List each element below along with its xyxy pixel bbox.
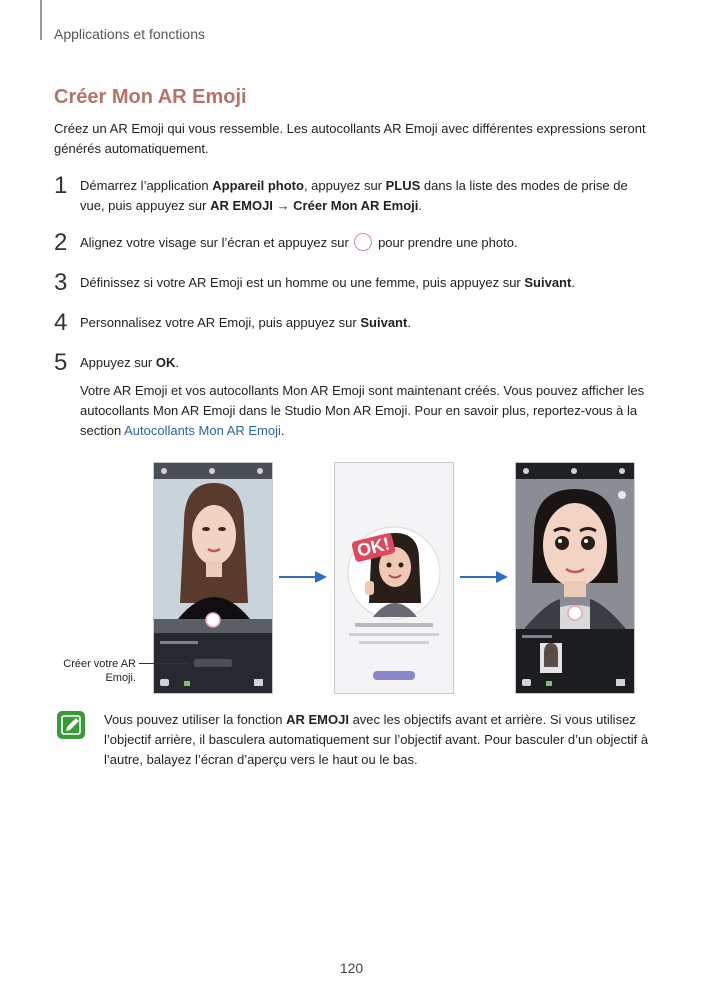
- emoji-ok-illustration: [335, 463, 453, 693]
- arrow-right-icon: [460, 570, 508, 584]
- camera-shutter-icon: [354, 233, 372, 251]
- callout-leader-line: [139, 663, 189, 664]
- section-title: Créer Mon AR Emoji: [54, 86, 247, 108]
- step-number: 4: [54, 309, 68, 336]
- note-pencil-icon: [56, 710, 86, 740]
- arrow-right-icon: [279, 570, 327, 584]
- screenshot-face-capture: [153, 462, 273, 694]
- step-text: Alignez votre visage sur l’écran et appuyez sur pour prendre une photo.: [80, 235, 518, 250]
- intro-paragraph: Créez un AR Emoji qui vous ressemble. Les autocollants AR Emoji avec différentes expressions seront générés automatiquement.: [54, 121, 646, 156]
- step-text: Appuyez sur OK. Votre AR Emoji et vos autocollants Mon AR Emoji sont maintenant créés. Vous pouvez afficher les autocollants Mon AR Emoji dans le Studio Mon AR Emoji. Pour en savoir plus, reportez-vous à la section Autocollants Mon AR Emoji.: [80, 355, 645, 438]
- step-number: 2: [54, 229, 68, 256]
- callout-create-ar-emoji: Créer votre AR Emoji.: [63, 658, 136, 684]
- page-header: Applications et fonctions: [54, 26, 205, 42]
- ok-sticker-label: OK!: [351, 532, 396, 562]
- note-text: Vous pouvez utiliser la fonction AR EMOJI avec les objectifs avant et arrière. Si vous utilisez l’objectif arrière, il basculera automatiquement sur l’objectif avant. Pour basculer d’un objectif à l’autre, balayez l’écran d’aperçu vers le haut ou le bas.: [104, 712, 649, 767]
- step-number: 1: [54, 172, 68, 199]
- screenshot-ar-emoji-preview: [515, 462, 635, 694]
- page-number: 120: [339, 960, 364, 976]
- link-ar-emoji-stickers[interactable]: Autocollants Mon AR Emoji: [124, 423, 281, 438]
- face-capture-illustration: [154, 463, 272, 693]
- step-number: 3: [54, 269, 68, 296]
- screenshot-emoji-ok: [334, 462, 454, 694]
- ar-emoji-preview-illustration: [516, 463, 634, 693]
- step-text: Définissez si votre AR Emoji est un homme ou une femme, puis appuyez sur Suivant.: [80, 275, 575, 290]
- step-number: 5: [54, 349, 68, 376]
- header-divider: [40, 0, 42, 40]
- step-text: Personnalisez votre AR Emoji, puis appuyez sur Suivant.: [80, 315, 411, 330]
- step-text: Démarrez l’application Appareil photo, appuyez sur PLUS dans la liste des modes de prise de vue, puis appuyez sur AR EMOJI → Créer Mon AR Emoji.: [80, 178, 628, 213]
